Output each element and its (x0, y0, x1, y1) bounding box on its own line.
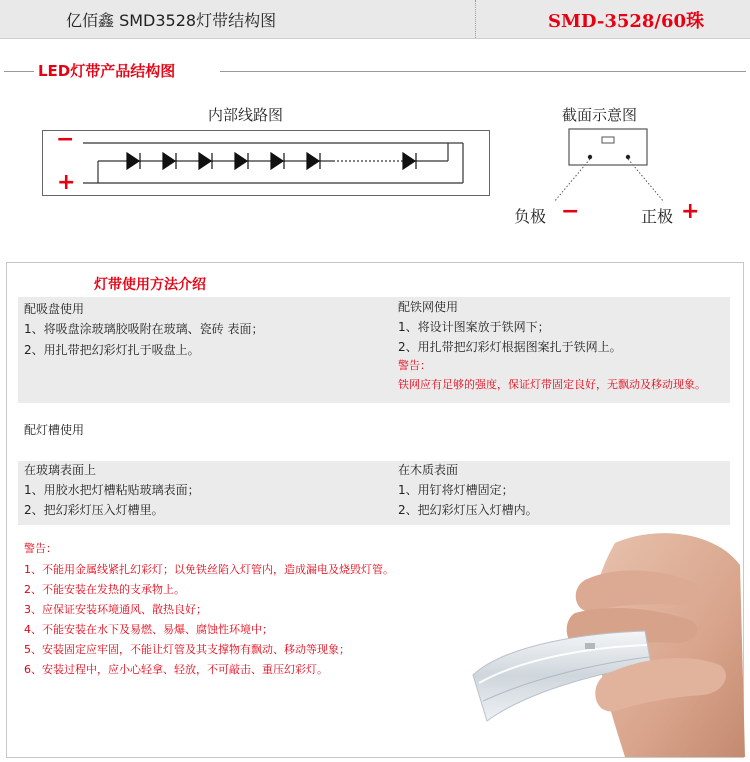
warning-4: 4、不能安装在水下及易燃、易爆、腐蚀性环境中； (24, 623, 273, 636)
circuit-caption: 内部线路图 (208, 106, 284, 124)
header-model: SMD-3528/60珠 (548, 11, 705, 32)
mesh-warning-title: 警告： (398, 359, 431, 372)
heading-rule-left (4, 71, 34, 72)
heading-rule-right (220, 71, 746, 72)
warning-5: 5、安装固定应牢固，不能让灯管及其支撑物有飘动、移动等现象； (24, 643, 350, 656)
mesh-step-1: 1、将设计图案放于铁网下； (398, 320, 550, 334)
header-divider (475, 0, 476, 38)
warning-3: 3、应保证安装环境通风、散热良好； (24, 603, 207, 616)
circuit-diagram-frame (42, 130, 490, 196)
mesh-warning: 铁网应有足够的强度，保证灯带固定良好，无飘动及移动现象。 (398, 378, 706, 391)
trough-heading: 配灯槽使用 (24, 423, 85, 437)
negative-label: 负极 (514, 207, 547, 226)
suction-step-1: 1、将吸盘涂玻璃胶吸附在玻璃、瓷砖 表面； (24, 322, 264, 336)
wood-heading: 在木质表面 (398, 463, 459, 477)
negative-symbol: − (561, 199, 580, 224)
warning-1: 1、不能用金属线紧扎幻彩灯；以免铁丝陷入灯管内，造成漏电及烧毁灯管。 (24, 563, 394, 576)
positive-sign: + (57, 170, 76, 195)
positive-label: 正极 (641, 207, 674, 226)
mesh-step-2: 2、用扎带把幻彩灯根据图案扎于铁网上。 (398, 340, 622, 354)
suction-heading: 配吸盘使用 (24, 302, 85, 316)
negative-sign: − (56, 127, 75, 152)
section-caption: 截面示意图 (562, 106, 638, 124)
header-title: 亿佰鑫 SMD3528灯带结构图 (66, 11, 277, 30)
warnings-title: 警告： (24, 542, 57, 555)
suction-step-2: 2、用扎带把幻彩灯扎于吸盘上。 (24, 343, 200, 357)
wood-step-2: 2、把幻彩灯压入灯槽内。 (398, 503, 538, 517)
structure-heading: LED灯带产品结构图 (38, 62, 176, 80)
wood-step-1: 1、用钉将灯槽固定； (398, 483, 514, 497)
hand-holding-strip-image (465, 525, 745, 757)
warning-6: 6、安装过程中，应小心轻拿、轻放，不可敲击、重压幻彩灯。 (24, 663, 328, 676)
glass-step-1: 1、用胶水把灯槽粘贴玻璃表面； (24, 483, 200, 497)
circuit-diagram (43, 131, 491, 197)
positive-symbol: + (681, 199, 700, 224)
warning-2: 2、不能安装在发热的支承物上。 (24, 583, 185, 596)
mesh-heading: 配铁网使用 (398, 300, 459, 314)
glass-step-2: 2、把幻彩灯压入灯槽里。 (24, 503, 164, 517)
glass-heading: 在玻璃表面上 (24, 463, 97, 477)
usage-title: 灯带使用方法介绍 (94, 277, 206, 293)
